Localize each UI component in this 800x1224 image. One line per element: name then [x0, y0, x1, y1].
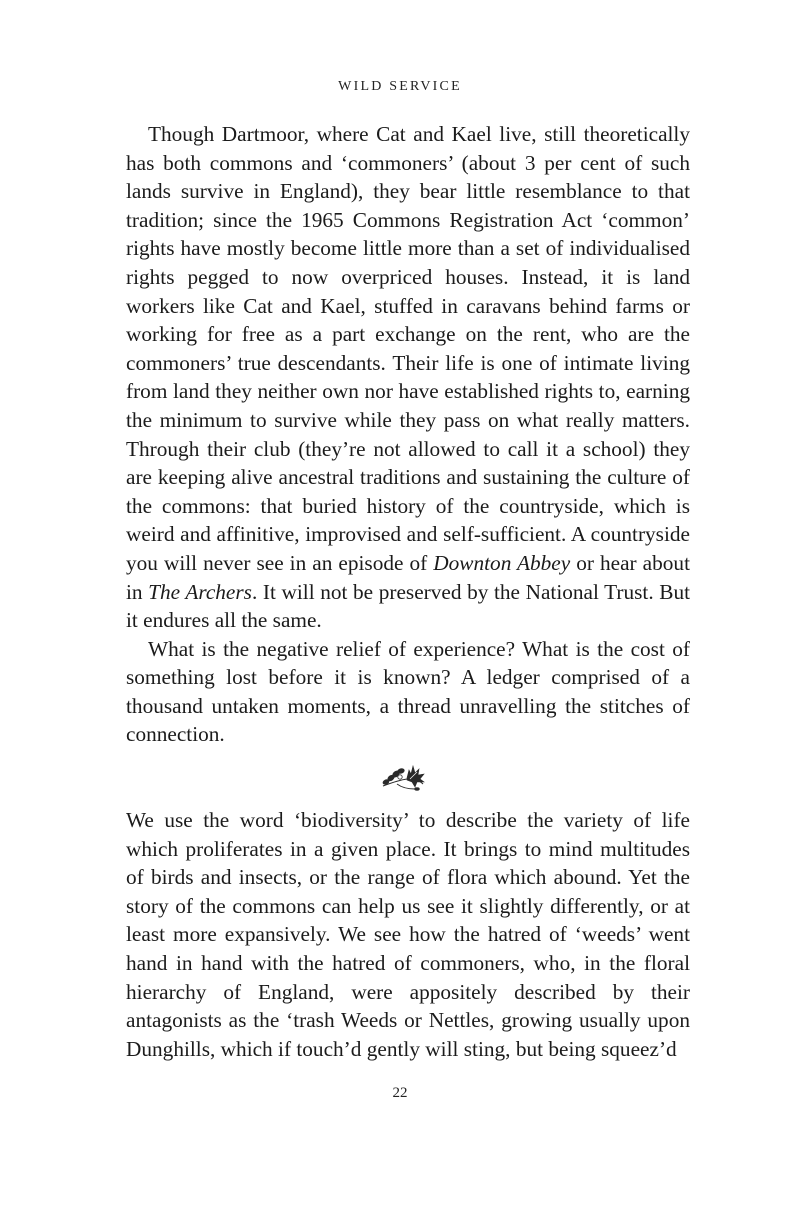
paragraph-1 [126, 120, 690, 635]
body-text-bottom [126, 806, 690, 1063]
paragraph-3 [126, 806, 690, 1063]
running-head: WILD SERVICE [338, 79, 462, 94]
italic-title-the-archers: The Archers [148, 579, 252, 604]
paragraph-1-segment: Though Dartmoor, where Cat and Kael live, still theoretically has both commons and ‘commoners’ (about 3 per cent of such lands survive in England), they bear little resemblance to that tradition; since the 1965 Commons Registration Act ‘common’ rights have mostly become little more than a set of individualised rights pegged to now overpriced houses. Instead, it is land workers like Cat and Kael, stuffed in caravans behind farms or working for free as a part exchange on the rent, who are the commoners’ true descendants. Their life is one of intimate living from land they neither own nor have established rights to, earning the minimum to survive while they pass on what really matters. Through their club (they’re not allowed to call it a school) they are keeping alive ancestral traditions and sustaining the culture of the commons: that buried history of the countryside, which is weird and affinitive, improvised and self-sufficient. A countryside you will never see in an episode of [126, 122, 690, 575]
paragraph-3-segment: We use the word ‘biodiversity’ to describe the variety of life which proliferates in a given place. It brings to mind multitudes of birds and insects, or the range of flora which abound. Yet the story of the commons can help us see it slightly differently, or at least more expansively. We see how the hatred of ‘weeds’ went hand in hand with the hatred of commoners, who, in the floral hierarchy of England, were appositely described by their antagonists as the ‘trash Weeds or Nettles, growing usually upon Dunghills, which if touch’d gently will sting, but being squeez’d [126, 808, 690, 1061]
paragraph-1-segment: or hear about in [126, 550, 690, 604]
italic-title-downton-abbey: Downton Abbey [433, 550, 571, 575]
paragraph-2 [126, 635, 690, 749]
page-number: 22 [392, 1085, 408, 1101]
paragraph-2-segment: What is the negative relief of experience? What is the cost of something lost before it is known? A ledger comprised of a thousand untaken moments, a thread unravelling the stitches of connection. [126, 636, 690, 747]
body-text-top [126, 120, 690, 749]
leaf-sprig-ornament-icon [377, 762, 427, 794]
paragraph-1-segment: . It will not be preserved by the National Trust. But it endures all the same. [126, 579, 691, 633]
